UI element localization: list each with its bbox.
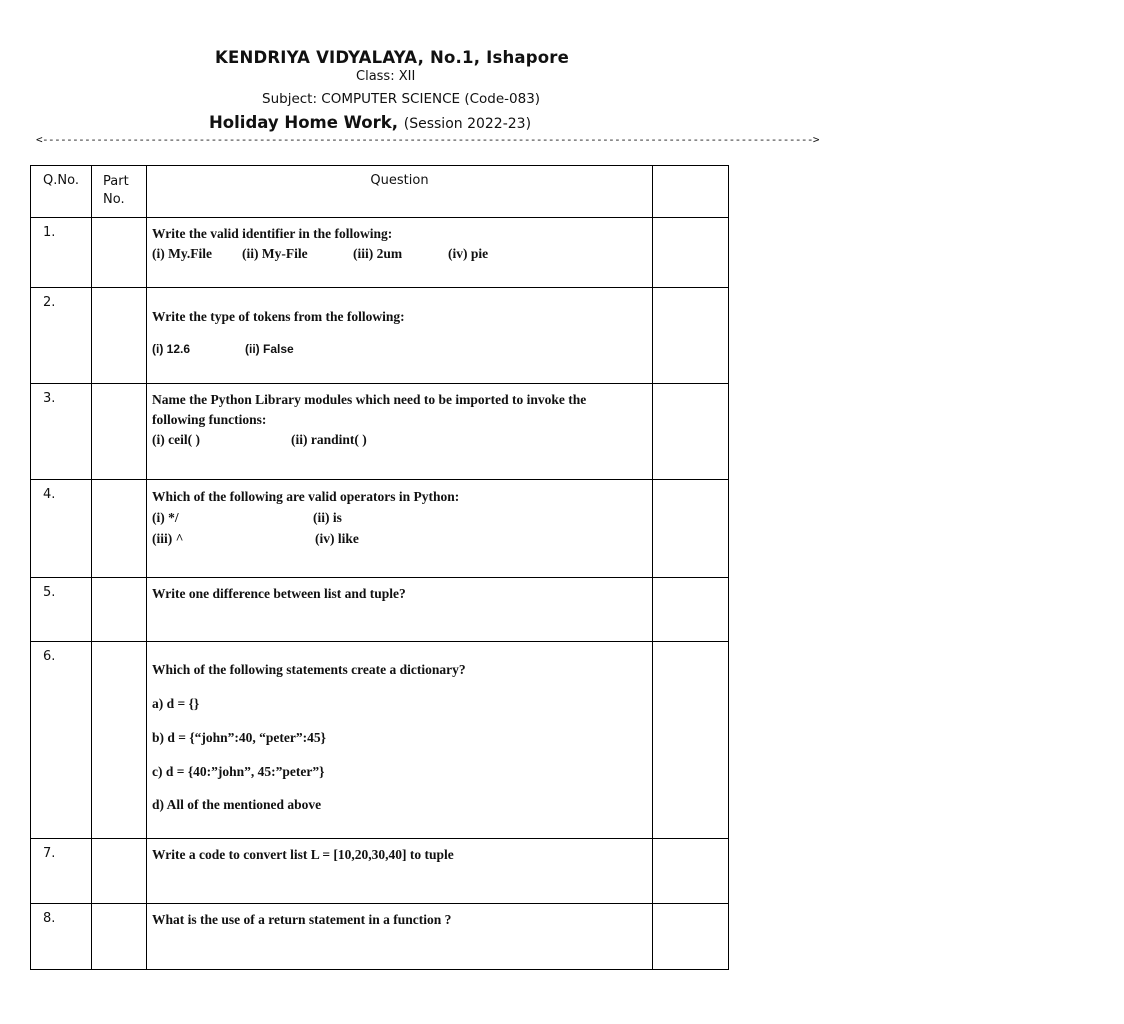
questions-table bbox=[30, 165, 729, 970]
option: b) d = {“john”:40, “peter”:45} bbox=[152, 730, 326, 745]
question-text: Write the type of tokens from the following: bbox=[152, 309, 405, 324]
header-marks bbox=[653, 166, 729, 218]
option: c) d = {40:”john”, 45:”peter”} bbox=[152, 764, 325, 779]
question-cell bbox=[147, 218, 653, 288]
question-cell bbox=[147, 384, 653, 480]
table-row bbox=[31, 578, 729, 642]
table-row bbox=[31, 218, 729, 288]
part-cell bbox=[92, 578, 147, 642]
school-name: KENDRIYA VIDYALAYA, No.1, Ishapore bbox=[215, 48, 570, 67]
question-text: Write the valid identifier in the following: bbox=[152, 226, 393, 241]
question-options bbox=[152, 244, 652, 264]
marks-cell bbox=[653, 839, 729, 904]
option: (i) My.File bbox=[152, 246, 212, 261]
marks-cell bbox=[653, 384, 729, 480]
option: a) d = {} bbox=[152, 696, 200, 711]
document-title bbox=[209, 113, 977, 132]
option: (ii) randint( ) bbox=[291, 432, 367, 447]
question-text-line1: Name the Python Library modules which need to be imported to invoke the bbox=[152, 392, 587, 407]
question-number: 2. bbox=[31, 288, 92, 384]
marks-cell bbox=[653, 578, 729, 642]
option: (iv) pie bbox=[448, 246, 489, 261]
class-label: Class: XII bbox=[356, 69, 416, 84]
question-number: 7. bbox=[31, 839, 92, 904]
part-cell bbox=[92, 904, 147, 970]
table-row bbox=[31, 384, 729, 480]
marks-cell bbox=[653, 904, 729, 970]
question-text: What is the use of a return statement in a function ? bbox=[152, 912, 452, 927]
question-cell bbox=[147, 288, 653, 384]
marks-cell bbox=[653, 288, 729, 384]
question-cell bbox=[147, 839, 653, 904]
dashed-divider: <--------------------------------------------------------------------------------------------------------------------------------> bbox=[36, 133, 819, 146]
header-question: Question bbox=[147, 166, 653, 218]
part-cell bbox=[92, 839, 147, 904]
header-qno: Q.No. bbox=[31, 166, 92, 218]
question-number: 3. bbox=[31, 384, 92, 480]
marks-cell bbox=[653, 480, 729, 578]
option: (i) */ bbox=[152, 510, 179, 525]
question-text: Write a code to convert list L = [10,20,30,40] to tuple bbox=[152, 847, 454, 862]
part-cell bbox=[92, 288, 147, 384]
table-row bbox=[31, 839, 729, 904]
question-cell bbox=[147, 642, 653, 839]
question-options bbox=[152, 339, 652, 359]
question-options bbox=[152, 430, 652, 450]
table-row bbox=[31, 904, 729, 970]
subject-label: Subject: COMPUTER SCIENCE (Code-083) bbox=[262, 91, 541, 107]
table-row bbox=[31, 288, 729, 384]
table-header-row bbox=[31, 166, 729, 218]
question-number: 4. bbox=[31, 480, 92, 578]
question-text: Which of the following are valid operators in Python: bbox=[152, 489, 460, 504]
marks-cell bbox=[653, 218, 729, 288]
question-text-line2: following functions: bbox=[152, 412, 267, 427]
table-row bbox=[31, 480, 729, 578]
question-text: Which of the following statements create a dictionary? bbox=[152, 662, 466, 677]
option: (iii) 2um bbox=[353, 246, 403, 261]
option: (ii) My-File bbox=[242, 246, 308, 261]
option: (i) ceil( ) bbox=[152, 432, 200, 447]
question-options-row1 bbox=[152, 507, 652, 528]
option: (ii) is bbox=[313, 510, 342, 525]
part-cell bbox=[92, 218, 147, 288]
question-number: 1. bbox=[31, 218, 92, 288]
question-cell bbox=[147, 480, 653, 578]
table-row bbox=[31, 642, 729, 839]
part-cell bbox=[92, 642, 147, 839]
option: (ii) False bbox=[245, 342, 294, 356]
question-number: 6. bbox=[31, 642, 92, 839]
title-text: Holiday Home Work, bbox=[209, 113, 398, 132]
option: (iv) like bbox=[315, 531, 359, 546]
question-options-row2 bbox=[152, 528, 652, 549]
marks-cell bbox=[653, 642, 729, 839]
option: (iii) ^ bbox=[152, 531, 184, 546]
option: d) All of the mentioned above bbox=[152, 797, 322, 812]
part-cell bbox=[92, 384, 147, 480]
question-cell bbox=[147, 904, 653, 970]
part-cell bbox=[92, 480, 147, 578]
question-number: 5. bbox=[31, 578, 92, 642]
question-text: Write one difference between list and tuple? bbox=[152, 586, 406, 601]
header-part-no bbox=[92, 166, 147, 218]
header-part-line1: Part bbox=[103, 174, 129, 189]
question-cell bbox=[147, 578, 653, 642]
option: (i) 12.6 bbox=[152, 342, 191, 356]
session-label: (Session 2022-23) bbox=[403, 116, 532, 132]
question-number: 8. bbox=[31, 904, 92, 970]
header-part-line2: No. bbox=[103, 192, 125, 207]
